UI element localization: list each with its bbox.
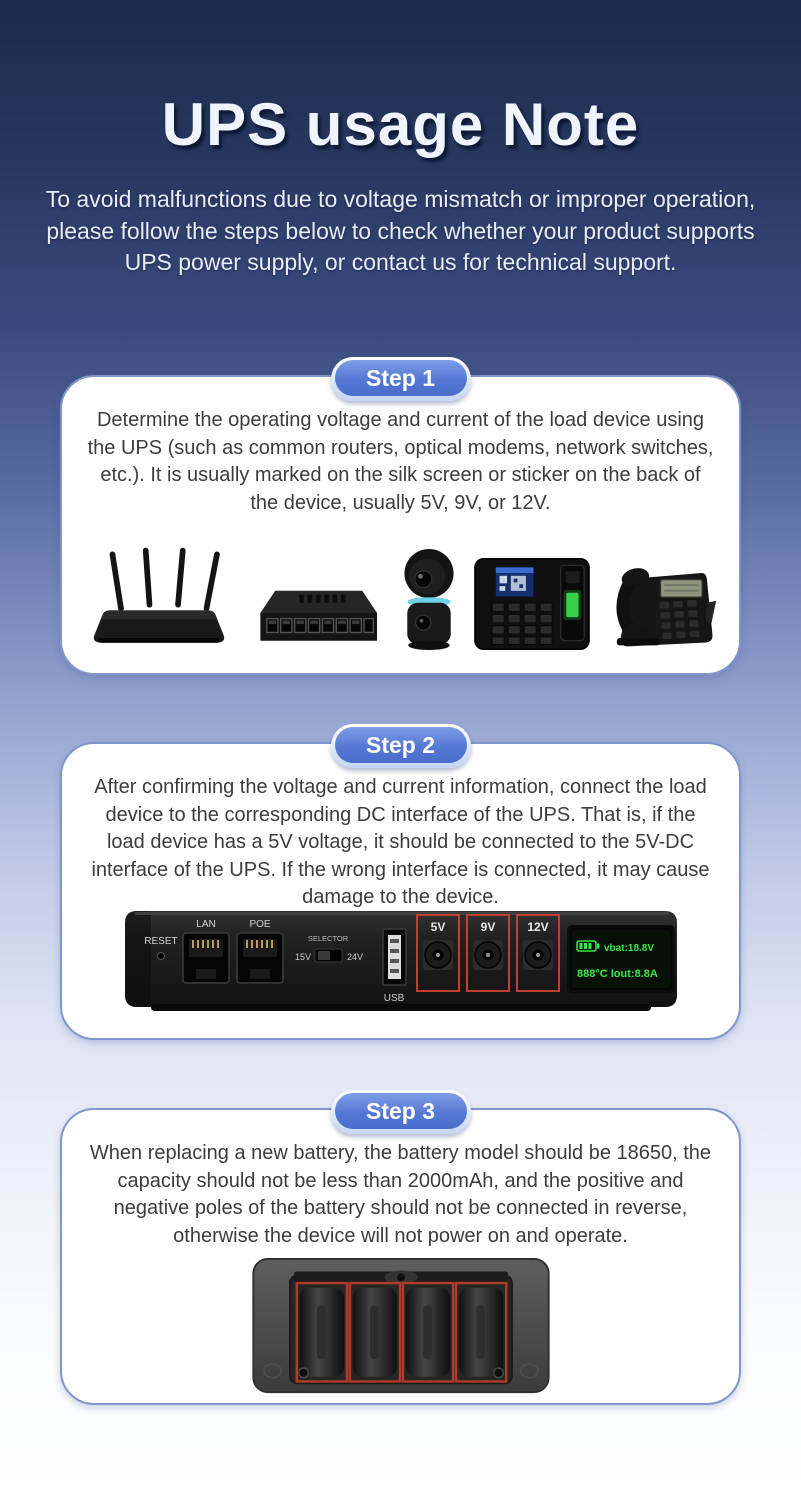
battery-cell-4 [456,1283,506,1381]
network-switch-icon [245,563,385,651]
battery-cell-1 [296,1283,346,1381]
dc-5v-label: 5V [430,920,445,934]
step1-text: Determine the operating voltage and current of the load device using the UPS (such as common routers, optical modems, network switches, etc.). It is usually marked on the silk screen or sticker on the back of the device, usually 5V, 9V, or 12V. [87,409,714,514]
usb-label: USB [383,993,404,1004]
display-vbat: vbat:18.8V [603,943,654,954]
ups-rear-panel-image [62,903,739,1018]
page-title: UPS usage Note [161,91,640,158]
step1-badge [331,357,471,401]
step2-badge-label: Step 2 [335,727,467,763]
step2-badge [331,724,471,768]
fingerprint-attendance-icon [473,557,591,651]
reset-label: RESET [143,936,178,947]
ptz-camera-icon [395,547,463,651]
step3-badge [331,1090,471,1134]
usb-port [383,929,406,985]
lan-label: LAN [195,919,216,930]
poe-port [237,933,283,983]
step2-text: After confirming the voltage and current information, connect the load device to the corresponding DC interface of the UPS. That is, if the load device has a 5V voltage, it should be connected to the 5V-DC interface of the UPS. If the wrong interface is connected, it may cause damage to the device. [91,776,710,908]
voltage-selector-switch [315,949,342,962]
lan-port [183,933,229,983]
dc-9v-label: 9V [480,920,495,934]
poe-label: POE [248,919,271,930]
selector-label: SELECTOR [307,934,348,943]
wifi-router-icon [83,547,235,651]
selector-15v-label: 15V [294,952,311,962]
display-iout: 888°C Iout:8.8A [576,968,658,980]
step3-card [60,1098,741,1405]
desk-phone-icon [601,549,719,651]
dc-12v-label: 12V [526,920,549,934]
step3-badge-label: Step 3 [335,1093,467,1129]
reset-hole [157,953,164,960]
step3-section [60,1098,741,1405]
step1-badge-label: Step 1 [335,360,467,396]
intro-text: To avoid malfunctions due to voltage mismatch or improper operation, please follow the steps below to check whether your product supports UPS power supply, or contact us for technical support. [45,186,756,275]
battery-cell-3 [402,1283,452,1381]
step2-card [60,732,741,1040]
selector-24v-label: 24V [346,952,363,962]
battery-cell-2 [349,1283,399,1381]
step3-text: When replacing a new battery, the battery model should be 18650, the capacity should not be less than 2000mAh, and the positive and negative poles of the battery should not be connected in reverse, otherwise the device will not power on and operate. [89,1142,712,1247]
battery-compartment-image [62,1257,739,1395]
step2-section [60,732,741,1040]
step1-card [60,365,741,675]
load-devices-row [62,547,739,651]
step1-section [60,365,741,675]
ups-lcd-display [567,925,675,993]
